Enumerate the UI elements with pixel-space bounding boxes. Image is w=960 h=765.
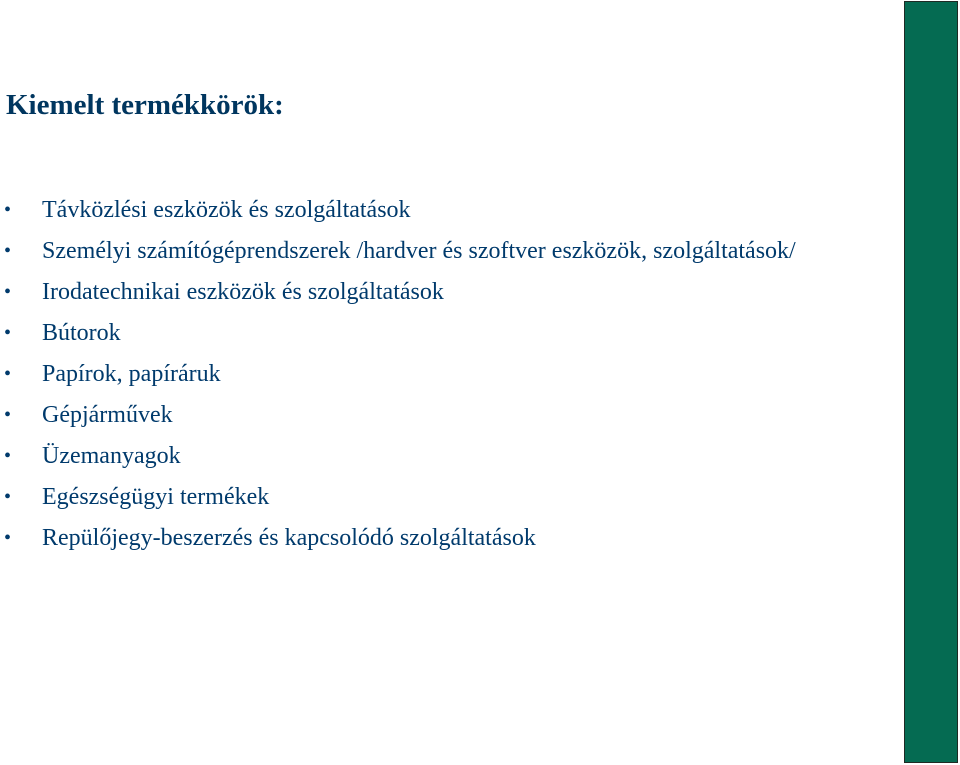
bullet-icon: • <box>4 404 12 426</box>
bullet-icon: • <box>4 527 12 549</box>
list-item <box>0 235 802 267</box>
bullet-list <box>0 194 880 563</box>
bullet-icon: • <box>4 322 12 344</box>
list-item-text: Gépjárművek <box>42 402 173 428</box>
bullet-icon: • <box>4 363 12 385</box>
list-item <box>0 194 880 226</box>
list-item-text: Irodatechnikai eszközök és szolgáltatások <box>42 279 444 305</box>
list-item <box>0 358 880 390</box>
list-item <box>0 522 880 554</box>
list-item <box>0 276 880 308</box>
list-item <box>0 317 880 349</box>
bullet-icon: • <box>4 486 12 508</box>
bullet-icon: • <box>4 445 12 467</box>
slide-title: Kiemelt termékkörök: <box>6 89 284 121</box>
list-item-text: Személyi számítógéprendszerek /hardver és szoftver eszközök, szolgáltatások/ <box>42 238 796 264</box>
bullet-icon: • <box>4 240 12 262</box>
list-item-text: Távközlési eszközök és szolgáltatások <box>42 197 411 223</box>
list-item-text: Üzemanyagok <box>42 443 181 469</box>
bullet-icon: • <box>4 199 12 221</box>
list-item-text: Papírok, papíráruk <box>42 361 221 387</box>
list-item-text: Bútorok <box>42 320 121 346</box>
list-item-text: Repülőjegy-beszerzés és kapcsolódó szolgáltatások <box>42 525 536 551</box>
bullet-icon: • <box>4 281 12 303</box>
list-item <box>0 481 880 513</box>
side-accent-bar <box>904 1 958 763</box>
list-item-text: Egészségügyi termékek <box>42 484 270 510</box>
list-item <box>0 399 880 431</box>
list-item <box>0 440 880 472</box>
